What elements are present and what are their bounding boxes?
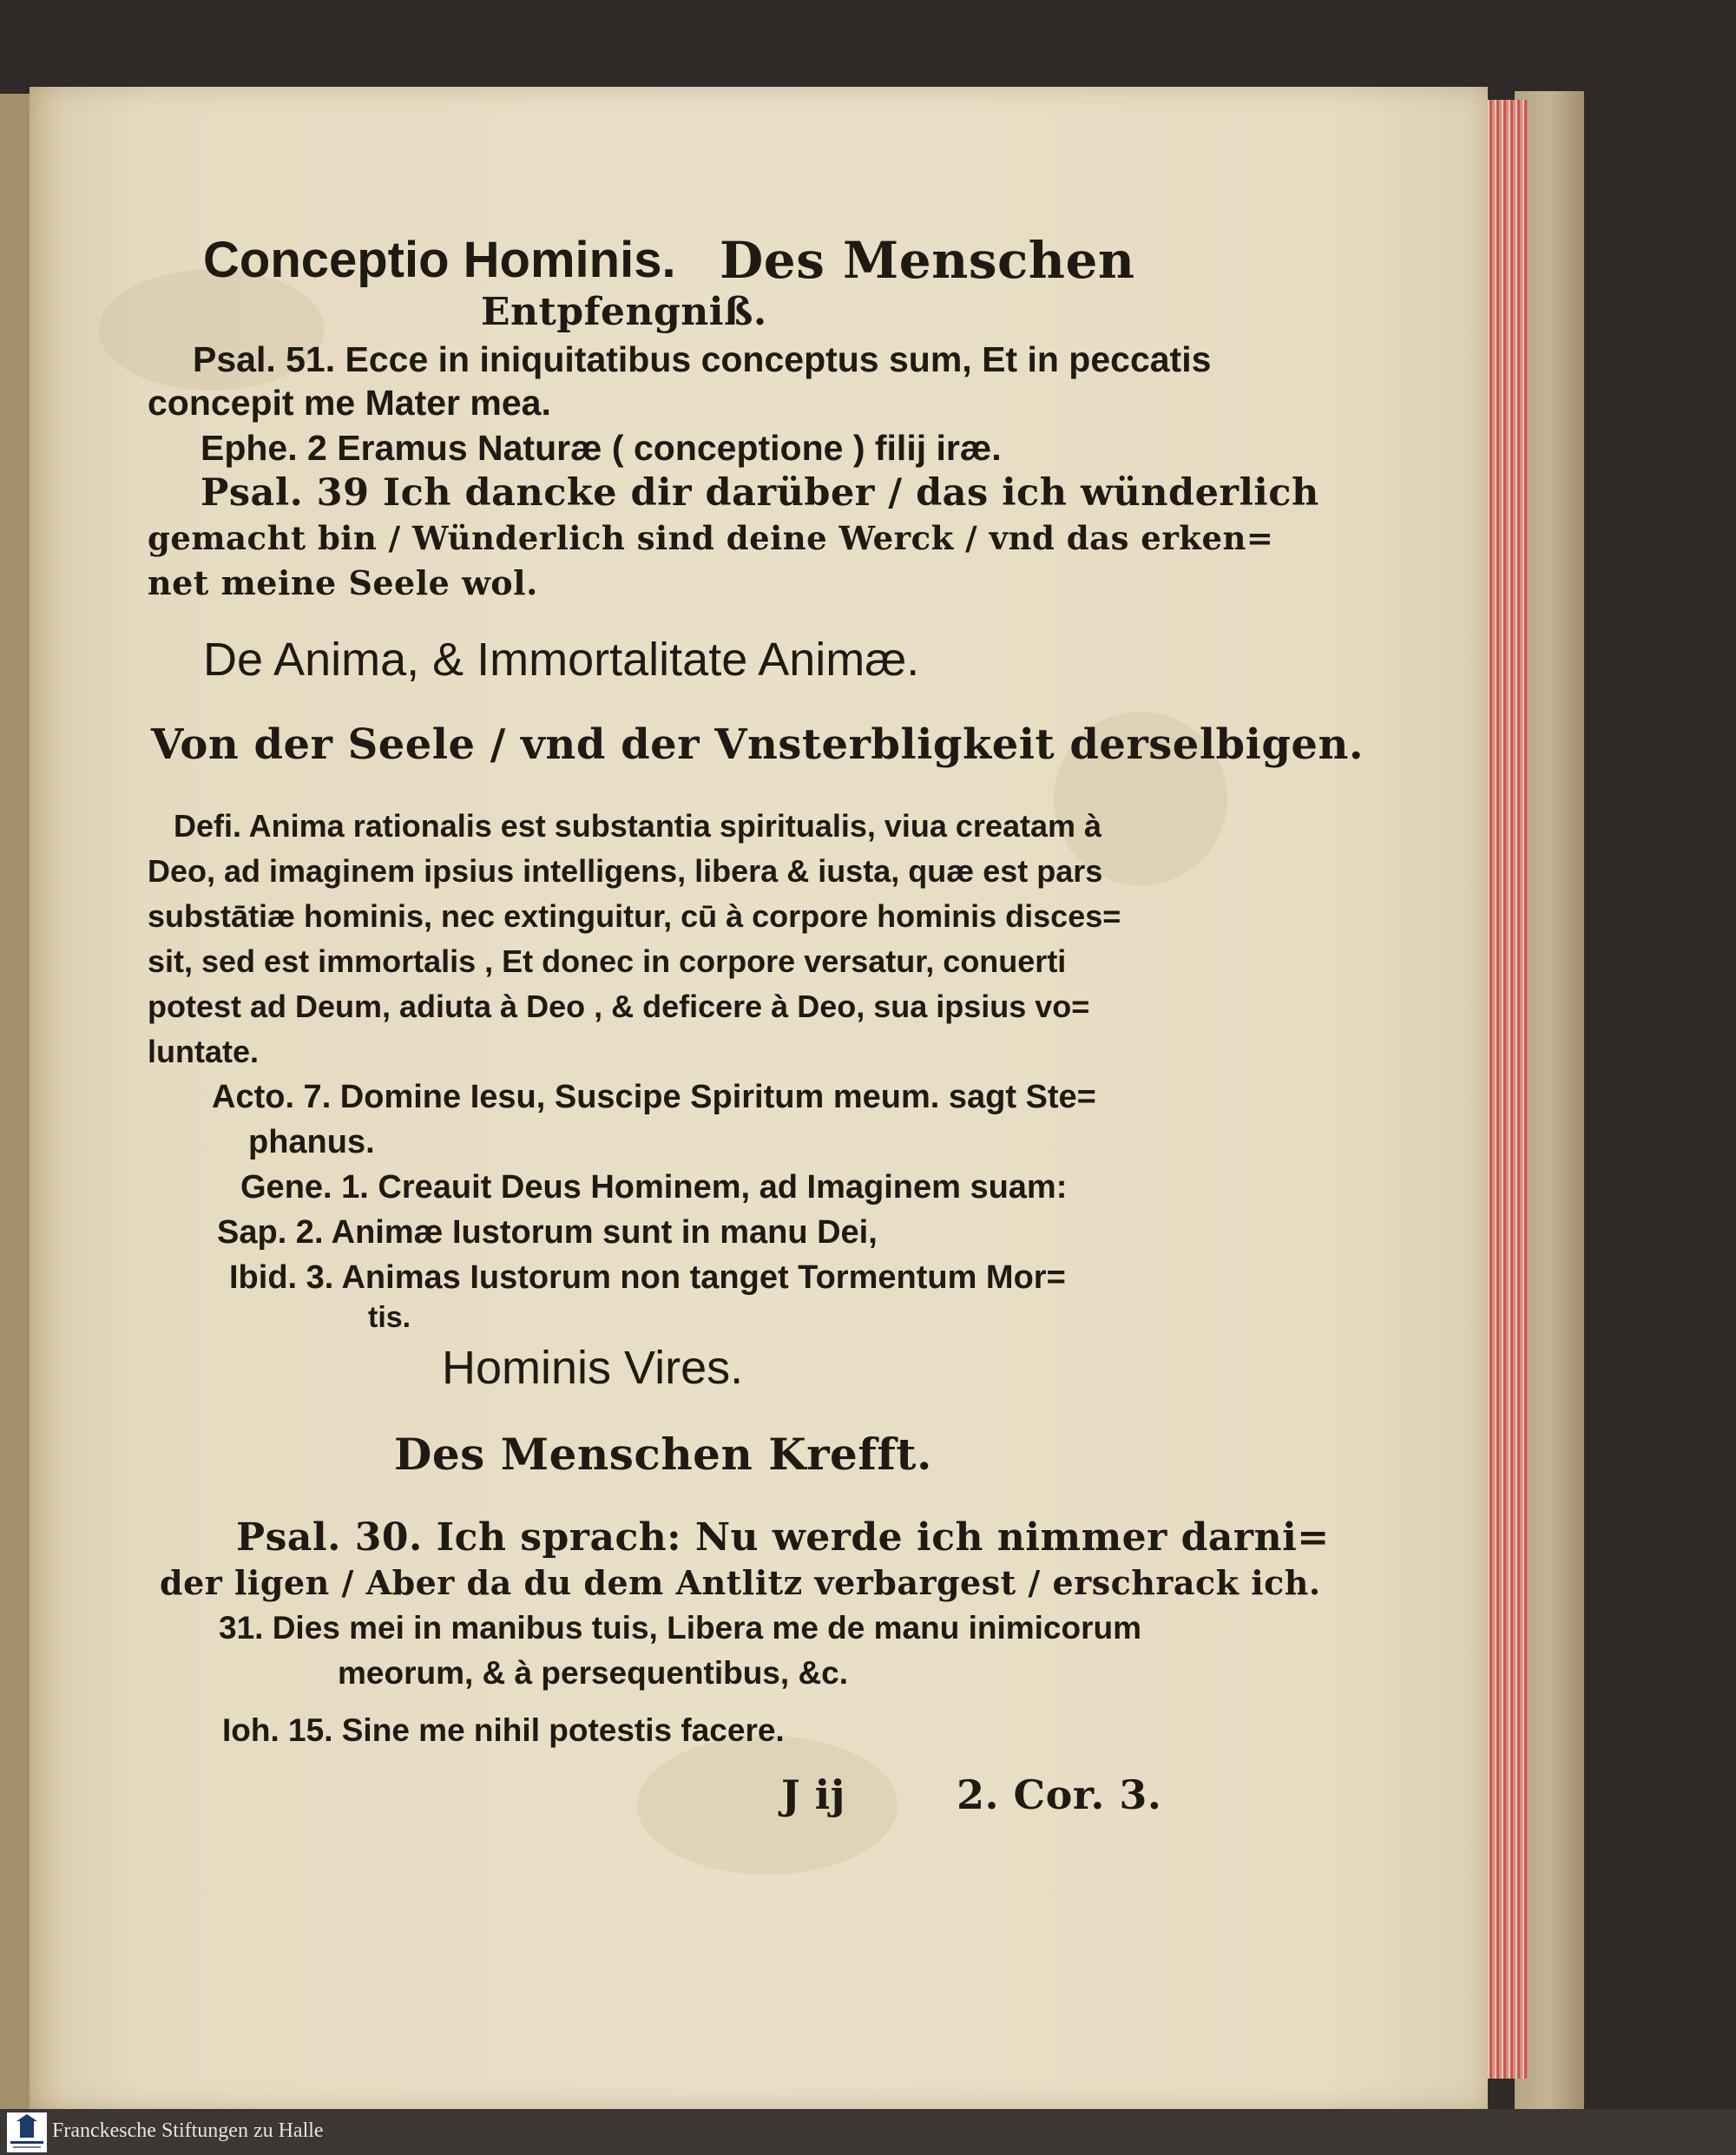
text-line: Ioh. 15. Sine me nihil potestis facere.: [222, 1712, 785, 1748]
book-page: [30, 87, 1488, 2109]
text-line: Defi. Anima rationalis est substantia spiritualis, viua creatam à: [174, 808, 1102, 844]
text-line: der ligen / Aber da du dem Antlitz verbargest / erschrack ich.: [160, 1563, 1321, 1602]
text-line: Deo, ad imaginem ipsius intelligens, libera & iusta, quæ est pars: [148, 853, 1103, 889]
heading-conceptio-german: Des Menschen: [720, 231, 1135, 290]
text-line: sit, sed est immortalis , Et donec in corpore versatur, conuerti: [148, 943, 1067, 979]
text-line: concepit me Mater mea.: [148, 383, 551, 423]
text-line: net meine Seele wol.: [148, 563, 538, 602]
footer-bar: [0, 2109, 1736, 2155]
paper-stain: [637, 1736, 898, 1875]
text-line: gemacht bin / Wünderlich sind deine Werck / vnd das erken=: [148, 519, 1274, 557]
text-line: luntate.: [148, 1034, 260, 1069]
institution-logo: [7, 2112, 47, 2152]
heading-anima-german: Von der Seele / vnd der Vnsterbligkeit derselbigen.: [151, 720, 1364, 769]
heading-vires-german: Des Menschen Krefft.: [394, 1429, 932, 1480]
footer-institution-name: Franckesche Stiftungen zu Halle: [52, 2119, 324, 2142]
text-line: Ephe. 2 Eramus Naturæ ( conceptione ) filij iræ.: [201, 428, 1002, 468]
catchword: 2. Cor. 3.: [957, 1771, 1162, 1818]
text-line: Psal. 51. Ecce in iniquitatibus conceptus sum, Et in peccatis: [193, 339, 1212, 379]
heading-anima-latin: De Anima, & Immortalitate Animæ.: [203, 634, 920, 686]
text-line: tis.: [368, 1301, 411, 1334]
text-line: Psal. 30. Ich sprach: Nu werde ich nimmer darni=: [236, 1515, 1330, 1560]
signature-mark: J ij: [781, 1771, 845, 1818]
text-line: Psal. 39 Ich dancke dir darüber / das ich wünderlich: [201, 471, 1319, 515]
text-line: meorum, & à persequentibus, &c.: [338, 1655, 849, 1691]
text-line: phanus.: [248, 1124, 375, 1160]
text-line: Ibid. 3. Animas Iustorum non tanget Tormentum Mor=: [229, 1259, 1066, 1296]
heading-conceptio-latin: Conceptio Hominis.: [203, 232, 676, 288]
heading-conceptio-german-cont: Entpfengniß.: [481, 290, 767, 334]
text-line: potest ad Deum, adiuta à Deo , & deficere à Deo, sua ipsius vo=: [148, 989, 1090, 1024]
text-line: 31. Dies mei in manibus tuis, Libera me de manu inimicorum: [219, 1610, 1142, 1646]
text-line: Acto. 7. Domine Iesu, Suscipe Spiritum meum. sagt Ste=: [212, 1079, 1096, 1115]
text-line: Gene. 1. Creauit Deus Hominem, ad Imaginem suam:: [240, 1169, 1068, 1206]
heading-vires-latin: Hominis Vires.: [442, 1342, 744, 1394]
text-line: substātiæ hominis, nec extinguitur, cū à corpore hominis disces=: [148, 898, 1121, 934]
text-line: Sap. 2. Animæ Iustorum sunt in manu Dei,: [217, 1214, 878, 1251]
